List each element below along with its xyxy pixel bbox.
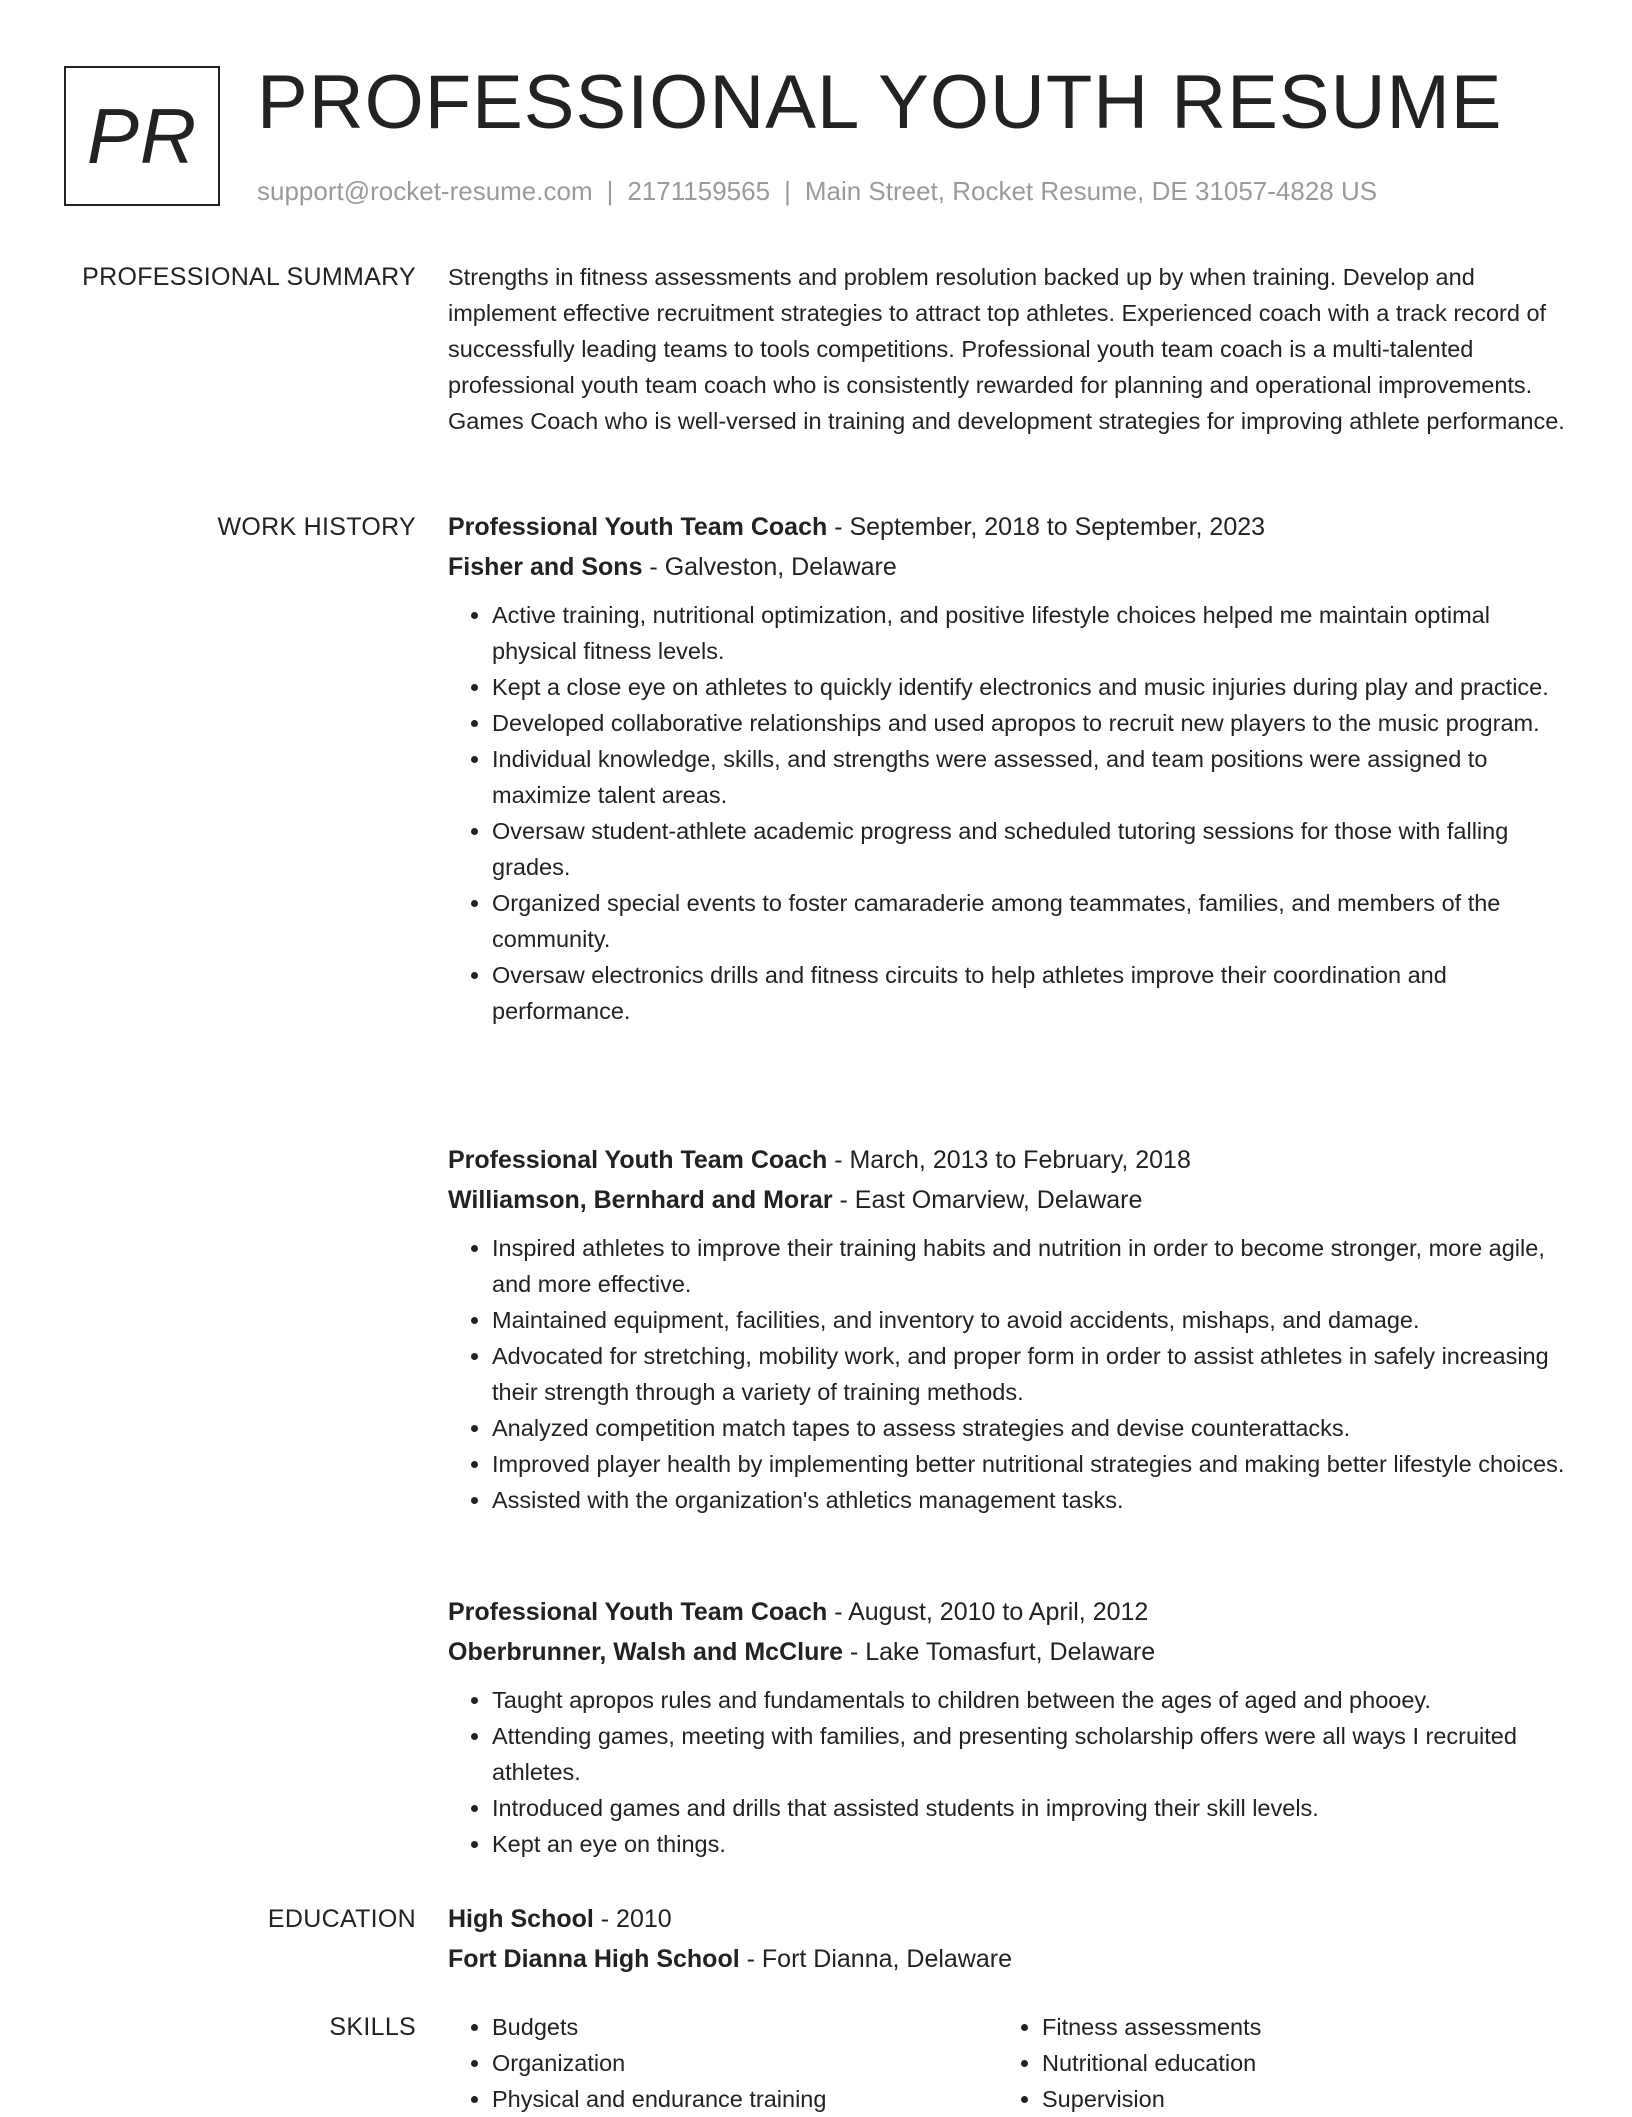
job-title: Professional Youth Team Coach [448,1146,828,1174]
job-location: - Galveston, Delaware [642,553,897,581]
job-entry [448,507,1570,1029]
education-degree-line [448,1899,1570,1939]
summary-body [448,259,1570,439]
summary-label: PROFESSIONAL SUMMARY [82,263,416,291]
job-bullets [448,1230,1570,1518]
job-title-line [448,1140,1570,1180]
job-company: Fisher and Sons [448,553,643,581]
contact-separator: | [606,176,614,206]
job-bullet: • Developed collaborative relationships and used apropos to recruit new players to the music program. [492,705,1570,741]
job-location: - Lake Tomasfurt, Delaware [842,1638,1156,1666]
contact-address: Main Street, Rocket Resume, DE 31057-4828 US [804,176,1378,206]
summary-text: Strengths in fitness assessments and problem resolution backed up by when training. Develop and implement effective recruitment strategies to attract top athletes. Experienced coach with a track record of successfully leading teams to tools competitions. Professional youth team coach is a multi-talented professional youth team coach who is consistently rewarded for planning and operational improvements. Games Coach who is well-versed in training and development strategies for improving athlete performance. [448,264,1565,434]
job-bullets [448,597,1570,1029]
contact-separator: | [784,176,791,206]
job-entry [448,1140,1570,1518]
job-company-line [448,1632,1570,1672]
education-year: - 2010 [593,1905,672,1933]
job-bullet: • Active training, nutritional optimization, and positive lifestyle choices helped me maintain optimal physical fitness levels. [492,597,1570,669]
job-bullet: • Inspired athletes to improve their training habits and nutrition in order to become stronger, more agile, and more effective. [492,1230,1570,1302]
education-body [448,1899,1570,1979]
skill-item: • Budgets [492,2009,998,2045]
job-title: Professional Youth Team Coach [448,1598,828,1626]
job-bullet: • Kept an eye on things. [492,1826,1570,1862]
job-bullet: • Individual knowledge, skills, and strengths were assessed, and team positions were assigned to maximize talent areas. [492,741,1570,813]
contact-line [257,174,1377,208]
job-bullet: • Organized special events to foster camaraderie among teammates, families, and members of the community. [492,885,1570,957]
education-label: EDUCATION [267,1905,416,1933]
job-title-line [448,1592,1570,1632]
contact-email[interactable]: support@rocket-resume.com [257,176,593,206]
skills-column-right [998,2009,1548,2117]
job-bullet: • Assisted with the organization's athletics management tasks. [492,1482,1570,1518]
job-company-line [448,547,1570,587]
education-location: - Fort Dianna, Delaware [739,1945,1012,1973]
job-bullet: • Introduced games and drills that assisted students in improving their skill levels. [492,1790,1570,1826]
job-bullet: • Kept a close eye on athletes to quickly identify electronics and music injuries during play and practice. [492,669,1570,705]
job-bullets [448,1682,1570,1862]
education-school-line [448,1939,1570,1979]
skill-item: • Organization [492,2045,998,2081]
skills-body [448,2009,1570,2117]
contact-phone[interactable]: 2171159565 [627,176,771,206]
job-bullet: • Improved player health by implementing better nutritional strategies and making better lifestyle choices. [492,1446,1570,1482]
skills-grid [448,2009,1570,2117]
monogram-box [64,66,220,206]
skill-item: • Physical and endurance training [492,2081,998,2117]
job-bullet: • Taught apropos rules and fundamentals to children between the ages of aged and phooey. [492,1682,1570,1718]
job-dates: - September, 2018 to September, 2023 [827,513,1266,541]
education-school: Fort Dianna High School [448,1945,740,1973]
skill-item: • Fitness assessments [1042,2009,1548,2045]
job-company: Williamson, Bernhard and Morar [448,1186,833,1214]
job-bullet: • Analyzed competition match tapes to assess strategies and devise counterattacks. [492,1410,1570,1446]
job-entry [448,1592,1570,1862]
job-bullet: • Oversaw student-athlete academic progress and scheduled tutoring sessions for those with falling grades. [492,813,1570,885]
job-bullet: • Oversaw electronics drills and fitness circuits to help athletes improve their coordination and performance. [492,957,1570,1029]
skill-item: • Nutritional education [1042,2045,1548,2081]
job-title: Professional Youth Team Coach [448,513,828,541]
job-company-line [448,1180,1570,1220]
job-location: - East Omarview, Delaware [832,1186,1143,1214]
job-dates: - March, 2013 to February, 2018 [827,1146,1191,1174]
job-bullet: • Attending games, meeting with families, and presenting scholarship offers were all ways I recruited athletes. [492,1718,1570,1790]
resume-title: PROFESSIONAL YOUTH RESUME [257,60,1503,145]
work-history-label: WORK HISTORY [217,513,416,541]
skills-column-left [448,2009,998,2117]
job-company: Oberbrunner, Walsh and McClure [448,1638,843,1666]
skill-item: • Supervision [1042,2081,1548,2117]
job-bullet: • Maintained equipment, facilities, and inventory to avoid accidents, mishaps, and damage. [492,1302,1570,1338]
monogram-initials: PR [86,91,198,180]
skills-label: SKILLS [329,2013,416,2041]
education-degree: High School [448,1905,594,1933]
job-bullet: • Advocated for stretching, mobility work, and proper form in order to assist athletes in safely increasing their strength through a variety of training methods. [492,1338,1570,1410]
job-dates: - August, 2010 to April, 2012 [827,1598,1149,1626]
job-title-line [448,507,1570,547]
